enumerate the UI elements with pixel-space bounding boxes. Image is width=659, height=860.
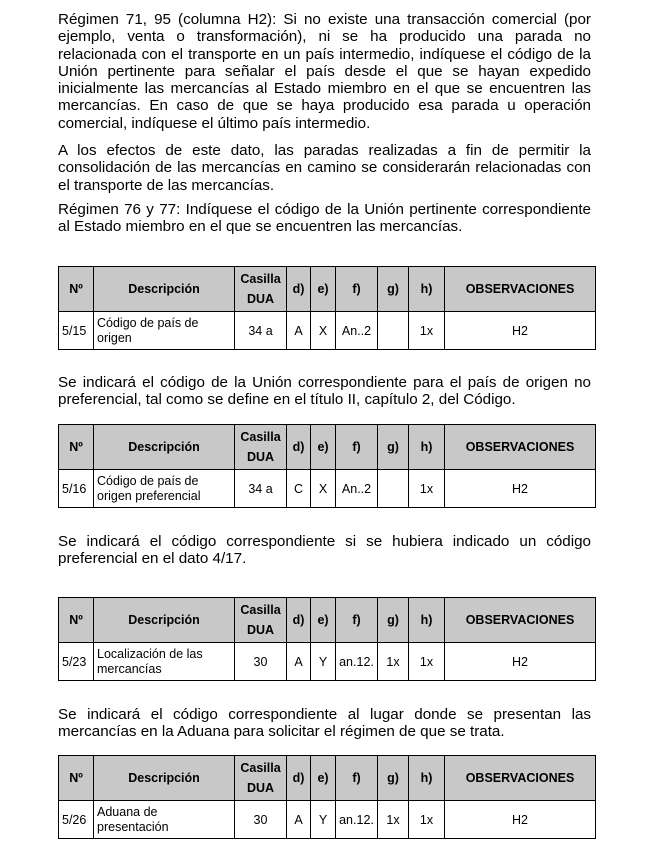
spec-table-5-16 xyxy=(58,424,596,508)
cell-g xyxy=(378,312,409,350)
spec-table-5-26 xyxy=(58,755,596,839)
cell-desc: Aduana de presentación xyxy=(94,801,235,839)
header-num: Nº xyxy=(59,598,94,643)
header-casilla-line2: DUA xyxy=(246,781,275,795)
header-h: h) xyxy=(409,598,445,643)
cell-g: 1x xyxy=(378,643,409,681)
paragraph-regimen-76-77: Régimen 76 y 77: Indíquese el código de la Unión pertinente correspondiente al Estado miembro en el que se encuentren las mercancías. xyxy=(58,201,591,236)
header-e: e) xyxy=(311,598,336,643)
header-e: e) xyxy=(311,267,336,312)
header-f: f) xyxy=(336,756,378,801)
header-casilla-line1: Casilla xyxy=(240,603,281,617)
header-num: Nº xyxy=(59,425,94,470)
header-h: h) xyxy=(409,756,445,801)
header-h: h) xyxy=(409,425,445,470)
table-row xyxy=(59,643,596,681)
cell-h: 1x xyxy=(409,643,445,681)
header-desc: Descripción xyxy=(94,425,235,470)
cell-e: Y xyxy=(311,643,336,681)
cell-h: 1x xyxy=(409,470,445,508)
header-d: d) xyxy=(287,425,311,470)
header-casilla-line1: Casilla xyxy=(240,761,281,775)
cell-f: an.12. xyxy=(336,643,378,681)
spec-table-5-23 xyxy=(58,597,596,681)
cell-obs: H2 xyxy=(445,312,596,350)
header-d: d) xyxy=(287,267,311,312)
cell-obs: H2 xyxy=(445,643,596,681)
header-casilla xyxy=(235,267,287,312)
header-f: f) xyxy=(336,425,378,470)
cell-d: A xyxy=(287,312,311,350)
header-casilla-line1: Casilla xyxy=(240,272,281,286)
table-header-row xyxy=(59,756,596,801)
cell-h: 1x xyxy=(409,312,445,350)
header-obs: OBSERVACIONES xyxy=(445,425,596,470)
header-e: e) xyxy=(311,425,336,470)
header-obs: OBSERVACIONES xyxy=(445,598,596,643)
header-obs: OBSERVACIONES xyxy=(445,756,596,801)
header-desc: Descripción xyxy=(94,267,235,312)
cell-g: 1x xyxy=(378,801,409,839)
header-f: f) xyxy=(336,267,378,312)
header-g: g) xyxy=(378,267,409,312)
header-h: h) xyxy=(409,267,445,312)
header-g: g) xyxy=(378,425,409,470)
header-casilla xyxy=(235,425,287,470)
cell-h: 1x xyxy=(409,801,445,839)
header-casilla-line2: DUA xyxy=(246,623,275,637)
paragraph-origen-no-preferencial: Se indicará el código de la Unión correspondiente para el país de origen no preferencial, tal como se define en el título II, capítulo 2, del Código. xyxy=(58,374,591,409)
cell-d: C xyxy=(287,470,311,508)
header-d: d) xyxy=(287,598,311,643)
paragraph-regimen-71-95: Régimen 71, 95 (columna H2): Si no existe una transacción comercial (por ejemplo, venta o transformación), ni se ha producido una parada no relacionada con el transporte en un país intermedio, indíquese el código de la Unión pertinente para señalar el país desde el que se hayan expedido inicialmente las mercancías al Estado miembro en el que se encuentren las mercancías. En caso de que se haya producido esa parada u operación comercial, indíquese el último país intermedio. xyxy=(58,11,591,132)
paragraph-codigo-preferencial: Se indicará el código correspondiente si se hubiera indicado un código preferencial en el dato 4/17. xyxy=(58,533,591,568)
cell-casilla: 34 a xyxy=(235,470,287,508)
cell-d: A xyxy=(287,801,311,839)
table-row xyxy=(59,312,596,350)
cell-d: A xyxy=(287,643,311,681)
header-g: g) xyxy=(378,598,409,643)
header-casilla-line1: Casilla xyxy=(240,430,281,444)
table-row xyxy=(59,470,596,508)
cell-desc: Localización de las mercancías xyxy=(94,643,235,681)
cell-num: 5/15 xyxy=(59,312,94,350)
table-row xyxy=(59,801,596,839)
cell-obs: H2 xyxy=(445,801,596,839)
header-desc: Descripción xyxy=(94,756,235,801)
spec-table-5-15 xyxy=(58,266,596,350)
cell-e: X xyxy=(311,312,336,350)
cell-g xyxy=(378,470,409,508)
paragraph-paradas: A los efectos de este dato, las paradas realizadas a fin de permitir la consolidación de las mercancías en camino se considerarán relacionadas con el transporte de las mercancías. xyxy=(58,142,591,194)
header-obs: OBSERVACIONES xyxy=(445,267,596,312)
header-casilla-line2: DUA xyxy=(246,292,275,306)
cell-f: An..2 xyxy=(336,312,378,350)
cell-desc: Código de país de origen preferencial xyxy=(94,470,235,508)
paragraph-lugar-presentacion: Se indicará el código correspondiente al lugar donde se presentan las mercancías en la Aduana para solicitar el régimen de que se trata. xyxy=(58,706,591,741)
cell-num: 5/23 xyxy=(59,643,94,681)
table-header-row xyxy=(59,425,596,470)
cell-casilla: 30 xyxy=(235,643,287,681)
table-header-row xyxy=(59,267,596,312)
cell-num: 5/26 xyxy=(59,801,94,839)
header-e: e) xyxy=(311,756,336,801)
header-casilla xyxy=(235,756,287,801)
header-g: g) xyxy=(378,756,409,801)
cell-obs: H2 xyxy=(445,470,596,508)
header-d: d) xyxy=(287,756,311,801)
cell-num: 5/16 xyxy=(59,470,94,508)
header-num: Nº xyxy=(59,756,94,801)
header-num: Nº xyxy=(59,267,94,312)
header-desc: Descripción xyxy=(94,598,235,643)
cell-desc: Código de país de origen xyxy=(94,312,235,350)
cell-e: Y xyxy=(311,801,336,839)
cell-casilla: 30 xyxy=(235,801,287,839)
cell-f: An..2 xyxy=(336,470,378,508)
table-header-row xyxy=(59,598,596,643)
header-casilla xyxy=(235,598,287,643)
header-f: f) xyxy=(336,598,378,643)
cell-casilla: 34 a xyxy=(235,312,287,350)
header-casilla-line2: DUA xyxy=(246,450,275,464)
cell-f: an.12. xyxy=(336,801,378,839)
cell-e: X xyxy=(311,470,336,508)
